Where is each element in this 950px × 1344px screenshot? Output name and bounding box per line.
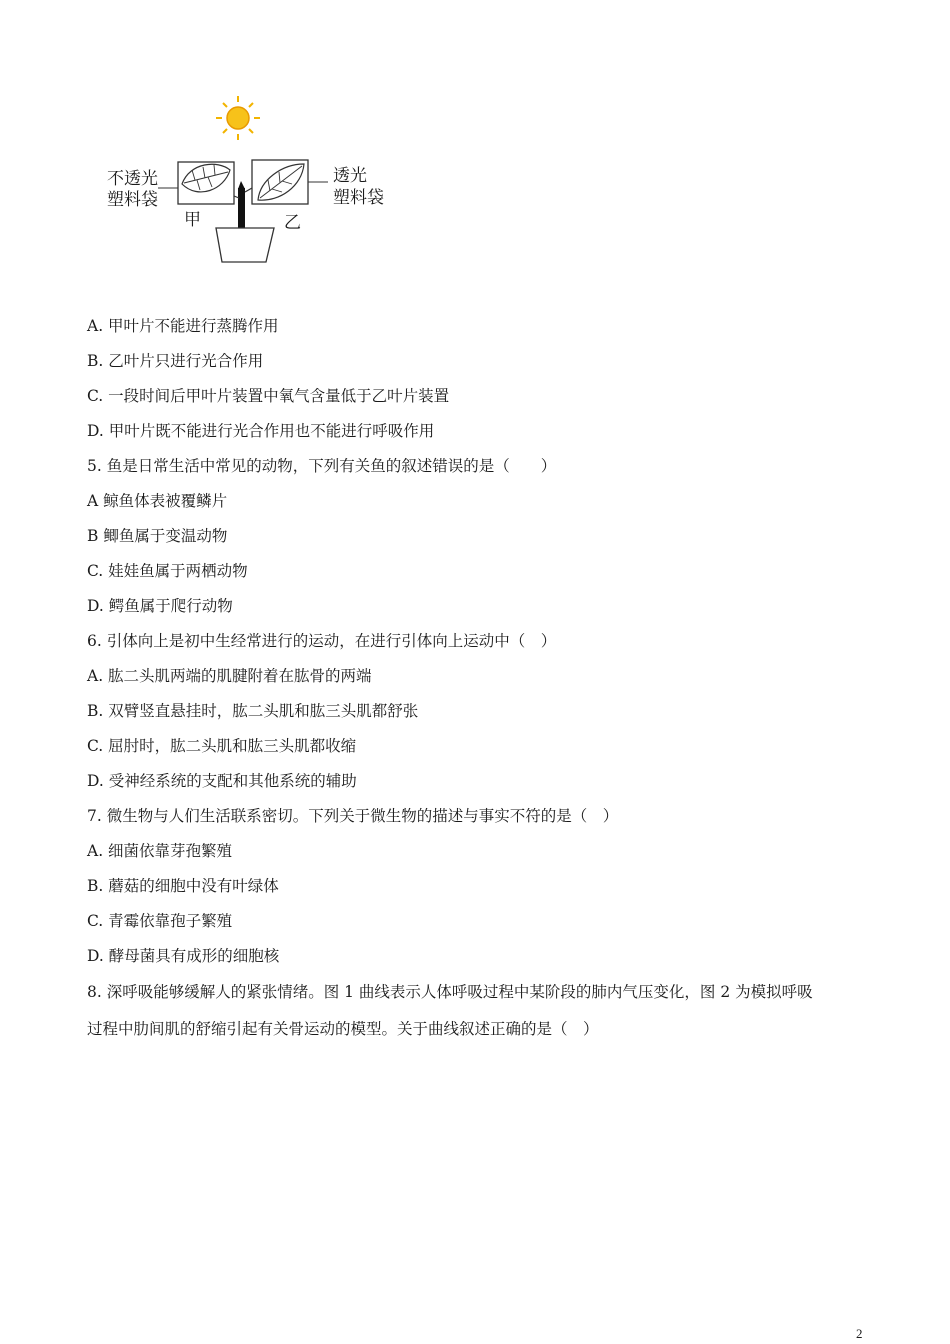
- q4-option-a: A. 甲叶片不能进行蒸腾作用: [87, 317, 279, 335]
- leaf-b-label: 乙: [284, 213, 301, 233]
- q5-option-d: D. 鳄鱼属于爬行动物: [87, 597, 233, 615]
- sun-icon: [216, 96, 260, 140]
- q6-option-c: C. 屈肘时，肱二头肌和肱三头肌都收缩: [87, 737, 357, 755]
- q4-option-b: B. 乙叶片只进行光合作用: [87, 352, 264, 370]
- q5-option-a: A 鲸鱼体表被覆鳞片: [87, 492, 228, 510]
- q6-option-b: B. 双臂竖直悬挂时，肱二头肌和肱三头肌都舒张: [87, 702, 419, 720]
- q4-option-d: D. 甲叶片既不能进行光合作用也不能进行呼吸作用: [87, 422, 435, 440]
- q5-option-b: B 鲫鱼属于变温动物: [87, 527, 228, 545]
- q7-option-b: B. 蘑菇的细胞中没有叶绿体: [87, 877, 279, 895]
- q7-option-d: D. 酵母菌具有成形的细胞核: [87, 947, 280, 965]
- q6-option-a: A. 肱二头肌两端的肌腱附着在肱骨的两端: [87, 667, 372, 685]
- q6-stem: 6. 引体向上是初中生经常进行的运动，在进行引体向上运动中（ ）: [87, 632, 557, 650]
- q8-stem-line-1: 8. 深呼吸能够缓解人的紧张情绪。图 1 曲线表示人体呼吸过程中某阶段的肺内气压变化，图 2 为模拟呼吸: [87, 983, 813, 1001]
- plant-experiment-figure: [100, 92, 400, 272]
- transparent-bag-label-1: 透光: [333, 166, 367, 186]
- q8-stem-line-2: 过程中肋间肌的舒缩引起有关骨运动的模型。关于曲线叙述正确的是（ ）: [87, 1020, 599, 1038]
- q4-option-c: C. 一段时间后甲叶片装置中氧气含量低于乙叶片装置: [87, 387, 450, 405]
- opaque-bag-label-2: 塑料袋: [107, 190, 158, 210]
- opaque-bag-shape: [178, 162, 234, 204]
- flower-pot-shape: [216, 228, 274, 262]
- q7-option-c: C. 青霉依靠孢子繁殖: [87, 912, 233, 930]
- page-number: 2: [856, 1326, 863, 1341]
- opaque-bag-label-1: 不透光: [107, 169, 158, 189]
- leaf-a-label: 甲: [184, 210, 201, 230]
- q5-option-c: C. 娃娃鱼属于两栖动物: [87, 562, 248, 580]
- transparent-bag-label-2: 塑料袋: [333, 188, 384, 208]
- plant-stem-shape: [238, 188, 245, 230]
- q7-option-a: A. 细菌依靠芽孢繁殖: [87, 842, 233, 860]
- q6-option-d: D. 受神经系统的支配和其他系统的辅助: [87, 772, 357, 790]
- q7-stem: 7. 微生物与人们生活联系密切。下列关于微生物的描述与事实不符的是（ ）: [87, 807, 619, 825]
- q5-stem: 5. 鱼是日常生活中常见的动物，下列有关鱼的叙述错误的是（ ）: [87, 457, 557, 475]
- plant-diagram: [100, 92, 400, 272]
